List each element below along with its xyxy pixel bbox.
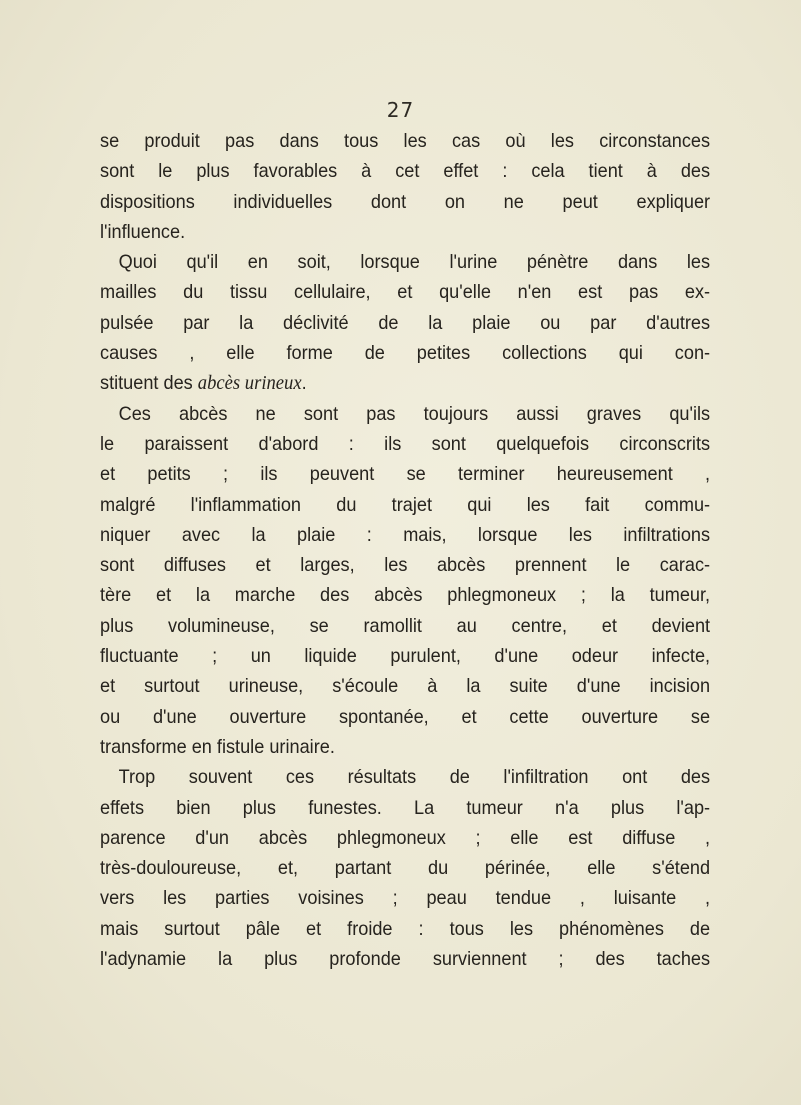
text-line: l'influence. (100, 220, 186, 243)
text-line: le paraissent d'abord : ils sont quelquefois circonscrits (100, 432, 711, 455)
text-line: mailles du tissu cellulaire, et qu'elle n'en est pas ex- (100, 281, 711, 304)
text-line: parence d'un abcès phlegmoneux ; elle est diffuse , (100, 826, 711, 849)
paragraph-start-line: Quoi qu'il en soit, lorsque l'urine pénètre dans les (118, 251, 711, 274)
page-number: 27 (386, 98, 415, 122)
text-line: vers les parties voisines ; peau tendue , luisante , (100, 887, 711, 910)
italic-term: abcès urineux (197, 372, 302, 395)
text-line: fluctuante ; un liquide purulent, d'une odeur infecte, (100, 645, 711, 668)
text-line: se produit pas dans tous les cas où les circonstances (100, 130, 711, 152)
text-line: sont le plus favorables à cet effet : cela tient à des (100, 160, 711, 183)
paragraph-start-line: Trop souvent ces résultats de l'infiltration ont des (118, 766, 711, 789)
text-line: ou d'une ouverture spontanée, et cette ouverture se (100, 705, 711, 728)
text-line: causes , elle forme de petites collections qui con- (100, 342, 711, 365)
text-line: très-douloureuse, et, partant du périnée, elle s'étend (100, 857, 711, 880)
text-line: dispositions individuelles dont on ne peut expliquer (100, 190, 711, 213)
text-line: l'adynamie la plus profonde surviennent ; des taches (100, 948, 711, 971)
text-line: plus volumineuse, se ramollit au centre, et devient (100, 614, 711, 637)
body-text (100, 126, 710, 974)
paragraph-start-line: Ces abcès ne sont pas toujours aussi graves qu'ils (118, 402, 711, 425)
text-line: mais surtout pâle et froide : tous les phénomènes de (100, 917, 711, 940)
text-fragment: stituent des (100, 372, 198, 395)
text-fragment: . (301, 372, 307, 395)
text-line: effets bien plus funestes. La tumeur n'a plus l'ap- (100, 796, 711, 819)
text-line: et petits ; ils peuvent se terminer heureusement , (100, 463, 711, 486)
text-line: et surtout urineuse, s'écoule à la suite d'une incision (100, 675, 711, 698)
text-line: tère et la marche des abcès phlegmoneux ; la tumeur, (100, 584, 711, 607)
text-line: sont diffuses et larges, les abcès prennent le carac- (100, 554, 711, 577)
text-line: transforme en fistule urinaire. (100, 735, 335, 758)
text-line: niquer avec la plaie : mais, lorsque les infiltrations (100, 523, 711, 546)
text-line: pulsée par la déclivité de la plaie ou par d'autres (100, 311, 711, 334)
text-line (100, 368, 710, 398)
text-line: malgré l'inflammation du trajet qui les fait commu- (100, 493, 711, 516)
